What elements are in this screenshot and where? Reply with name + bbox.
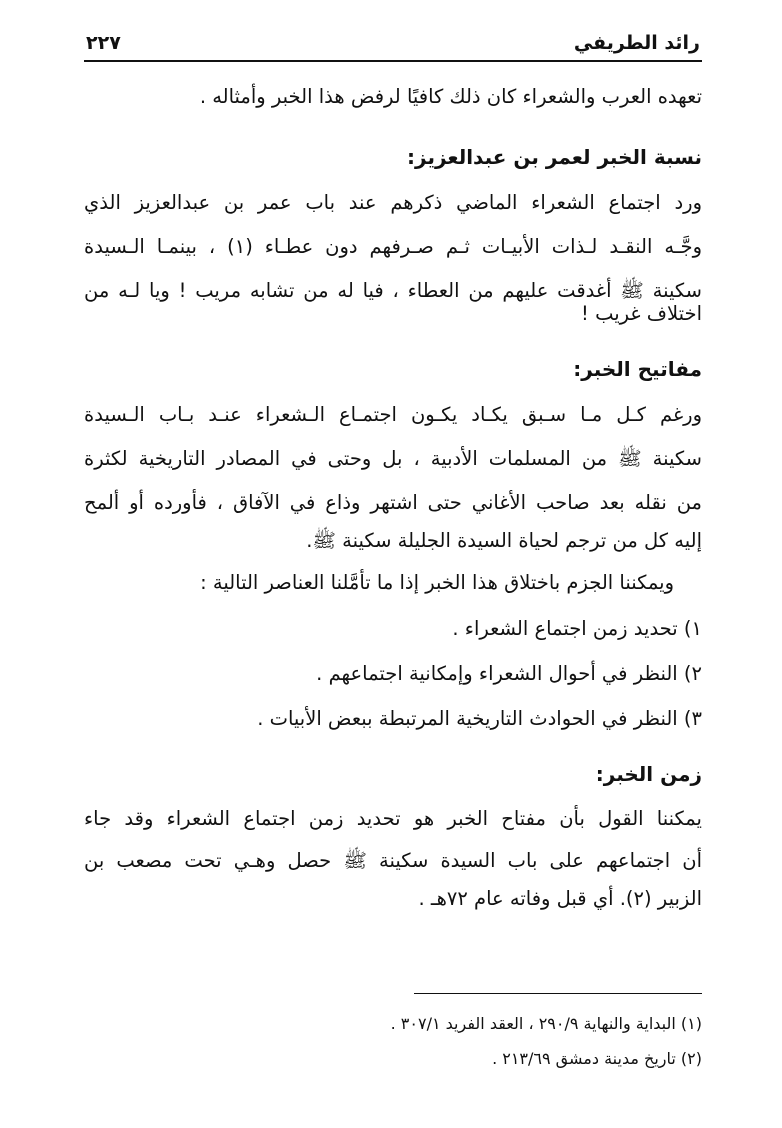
- footnote: (٢) تاريخ مدينة دمشق ٢١٣/٦٩ .: [492, 1049, 702, 1068]
- book-page: [84, 0, 702, 1128]
- paragraph-line: ورغم كـل مـا سـبق يكـاد يكـون اجتمـاع الـشعراء عنـد بـاب الـسيدة: [84, 403, 702, 426]
- paragraph-line: ورد اجتماع الشعراء الماضي ذكرهم عند باب عمر بن عبدالعزيز الذي: [84, 191, 702, 214]
- page-number: ٢٢٧: [86, 32, 121, 54]
- paragraph-line: إليه كل من ترجم لحياة السيدة الجليلة سكينة ﷺ.: [306, 529, 702, 552]
- author-name: رائد الطريفي: [573, 32, 700, 54]
- paragraph-line: اختلاف غريب !: [581, 302, 702, 325]
- paragraph-line: سكينة ﷺ أغدقت عليهم من العطاء ، فيا له من تشابه مريب ! ويا لـه من: [84, 279, 702, 302]
- paragraph-line: يمكننا القول بأن مفتاح الخبر هو تحديد زمن اجتماع الشعراء وقد جاء: [84, 807, 702, 830]
- section-heading-omar: نسبة الخبر لعمر بن عبدالعزيز:: [407, 145, 702, 169]
- section-heading-keys: مفاتيح الخبر:: [573, 357, 702, 381]
- paragraph-line: من نقله بعد صاحب الأغاني حتى اشتهر وذاع في الآفاق ، فأورده أو ألمح: [84, 491, 702, 514]
- paragraph-line: تعهده العرب والشعراء كان ذلك كافيًا لرفض هذا الخبر وأمثاله .: [199, 85, 702, 108]
- running-header: [84, 30, 702, 62]
- list-item: ٢) النظر في أحوال الشعراء وإمكانية اجتماعهم .: [316, 662, 702, 685]
- list-item: ١) تحديد زمن اجتماع الشعراء .: [452, 617, 702, 640]
- section-heading-time: زمن الخبر:: [595, 762, 702, 786]
- footnote: (١) البداية والنهاية ٢٩٠/٩ ، العقد الفريد ٣٠٧/١ .: [390, 1014, 702, 1033]
- paragraph-line: وجَّـه النقـد لـذات الأبيـات ثـم صـرفهم دون عطـاء (١) ، بينمـا الـسيدة: [84, 235, 702, 258]
- paragraph-line: أن اجتماعهم على باب السيدة سكينة ﷺ حصل وهـي تحت مصعب بن: [84, 849, 702, 872]
- paragraph-line: ويمكننا الجزم باختلاق هذا الخبر إذا ما تأمَّلنا العناصر التالية :: [200, 571, 674, 594]
- paragraph-line: الزبير (٢). أي قبل وفاته عام ٧٢هـ .: [418, 887, 702, 910]
- paragraph-line: سكينة ﷺ من المسلمات الأدبية ، بل وحتى في المصادر التاريخية لكثرة: [84, 447, 702, 470]
- footnote-divider: [414, 993, 702, 994]
- list-item: ٣) النظر في الحوادث التاريخية المرتبطة ببعض الأبيات .: [257, 707, 702, 730]
